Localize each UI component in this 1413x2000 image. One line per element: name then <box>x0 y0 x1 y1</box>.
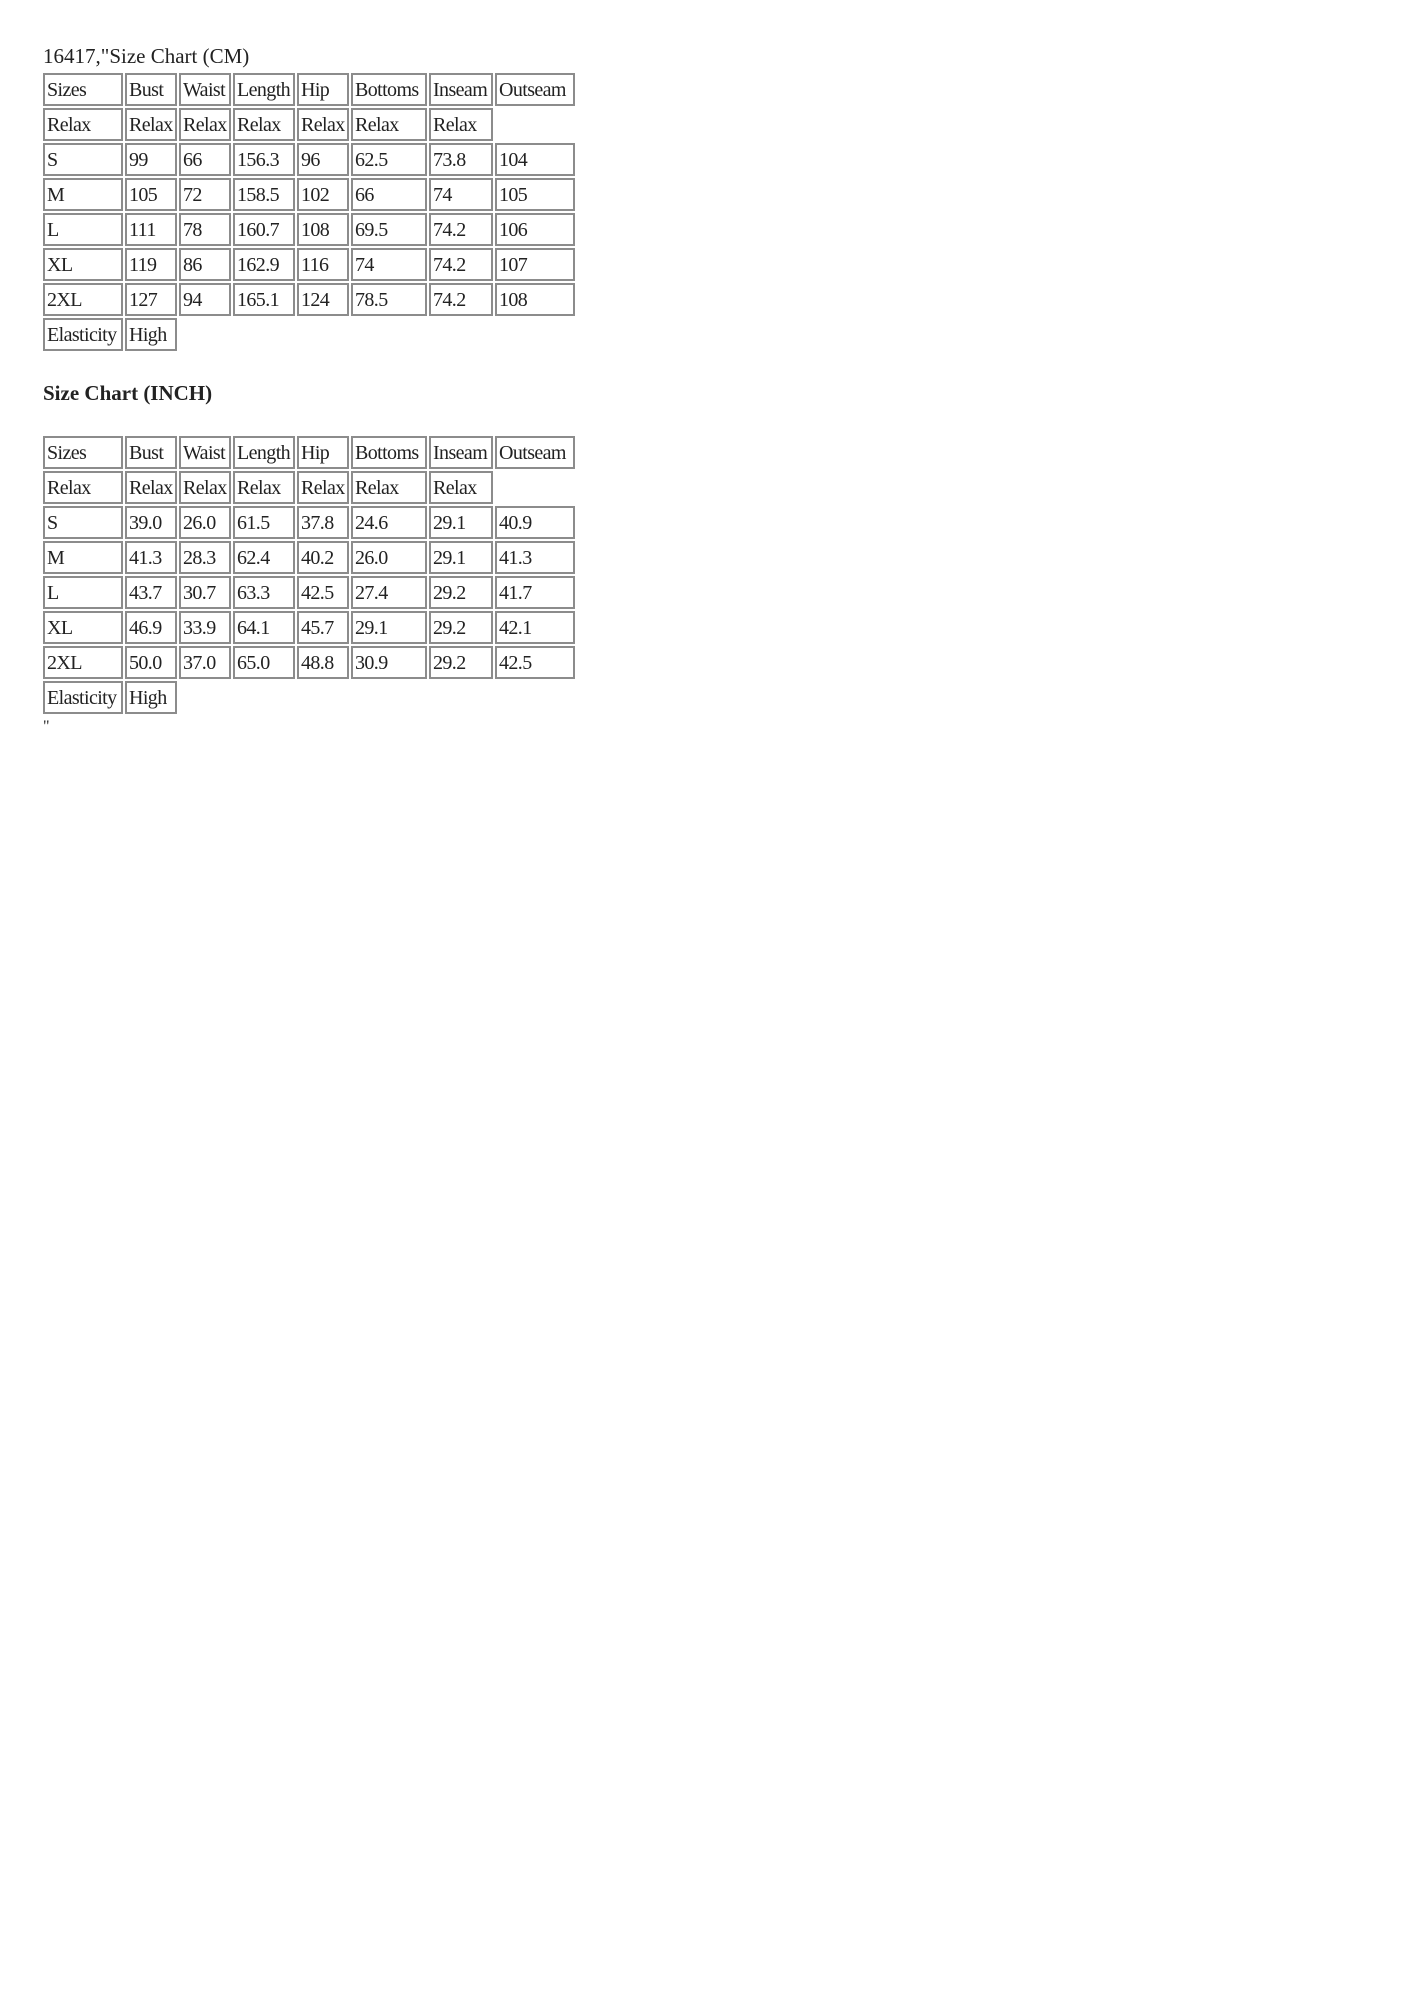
relax-cell: Relax <box>43 471 123 504</box>
header-cell: Outseam <box>495 436 575 469</box>
table-cell: 30.7 <box>179 576 231 609</box>
table-row <box>43 283 575 316</box>
table-cell: 78 <box>179 213 231 246</box>
header-cell: Bottoms <box>351 73 427 106</box>
table-row <box>43 143 575 176</box>
table-row <box>43 506 575 539</box>
empty-cell <box>351 681 427 714</box>
header-cell: Outseam <box>495 73 575 106</box>
relax-cell: Relax <box>233 108 295 141</box>
header-cell: Bust <box>125 436 177 469</box>
table-cell: 63.3 <box>233 576 295 609</box>
empty-cell <box>495 681 575 714</box>
table-cell: 28.3 <box>179 541 231 574</box>
empty-cell <box>495 471 575 504</box>
table-cell: 66 <box>351 178 427 211</box>
header-cell: Length <box>233 436 295 469</box>
relax-cell: Relax <box>43 108 123 141</box>
elasticity-value: High <box>125 318 177 351</box>
table-cell: 42.1 <box>495 611 575 644</box>
empty-cell <box>233 681 295 714</box>
relax-cell: Relax <box>125 108 177 141</box>
table-cell: 27.4 <box>351 576 427 609</box>
relax-cell: Relax <box>297 471 349 504</box>
header-cell: Waist <box>179 73 231 106</box>
table-cell: 26.0 <box>351 541 427 574</box>
table-cell: 162.9 <box>233 248 295 281</box>
table-cell: 46.9 <box>125 611 177 644</box>
table-cell: 33.9 <box>179 611 231 644</box>
size-cell: L <box>43 213 123 246</box>
elasticity-value: High <box>125 681 177 714</box>
table-cell: 69.5 <box>351 213 427 246</box>
header-cell: Hip <box>297 73 349 106</box>
empty-cell <box>179 318 231 351</box>
table-cell: 29.2 <box>429 611 493 644</box>
elasticity-row <box>43 681 575 714</box>
table-cell: 50.0 <box>125 646 177 679</box>
table-cell: 41.7 <box>495 576 575 609</box>
table-cell: 29.1 <box>351 611 427 644</box>
table-cell: 29.1 <box>429 506 493 539</box>
table-cell: 158.5 <box>233 178 295 211</box>
table-cell: 42.5 <box>297 576 349 609</box>
table-row <box>43 541 575 574</box>
size-cell: M <box>43 178 123 211</box>
cm-size-table <box>41 71 577 353</box>
document-page <box>43 44 743 736</box>
table-cell: 24.6 <box>351 506 427 539</box>
empty-cell <box>351 318 427 351</box>
table-cell: 43.7 <box>125 576 177 609</box>
table-cell: 127 <box>125 283 177 316</box>
size-cell: S <box>43 143 123 176</box>
relax-row <box>43 108 575 141</box>
table-cell: 105 <box>125 178 177 211</box>
table-cell: 26.0 <box>179 506 231 539</box>
size-cell: 2XL <box>43 283 123 316</box>
table-cell: 102 <box>297 178 349 211</box>
table-cell: 74 <box>429 178 493 211</box>
table-cell: 96 <box>297 143 349 176</box>
table-cell: 65.0 <box>233 646 295 679</box>
header-cell: Bottoms <box>351 436 427 469</box>
table-cell: 74.2 <box>429 248 493 281</box>
relax-cell: Relax <box>179 471 231 504</box>
table-cell: 74.2 <box>429 283 493 316</box>
table-cell: 61.5 <box>233 506 295 539</box>
header-cell: Hip <box>297 436 349 469</box>
empty-cell <box>297 681 349 714</box>
header-cell: Bust <box>125 73 177 106</box>
empty-cell <box>297 318 349 351</box>
table-cell: 160.7 <box>233 213 295 246</box>
table-cell: 165.1 <box>233 283 295 316</box>
table-cell: 62.4 <box>233 541 295 574</box>
table-row <box>43 213 575 246</box>
table-cell: 111 <box>125 213 177 246</box>
table-cell: 41.3 <box>125 541 177 574</box>
table-row <box>43 611 575 644</box>
table-row <box>43 178 575 211</box>
elasticity-row <box>43 318 575 351</box>
size-cell: XL <box>43 611 123 644</box>
header-cell: Waist <box>179 436 231 469</box>
table-cell: 29.1 <box>429 541 493 574</box>
table-row <box>43 248 575 281</box>
table-row <box>43 576 575 609</box>
table-cell: 73.8 <box>429 143 493 176</box>
size-cell: L <box>43 576 123 609</box>
header-cell: Inseam <box>429 73 493 106</box>
table-cell: 124 <box>297 283 349 316</box>
table-cell: 40.2 <box>297 541 349 574</box>
table-cell: 40.9 <box>495 506 575 539</box>
table-header-row <box>43 436 575 469</box>
relax-cell: Relax <box>179 108 231 141</box>
table-header-row <box>43 73 575 106</box>
table-row <box>43 646 575 679</box>
table-cell: 29.2 <box>429 646 493 679</box>
elasticity-label: Elasticity <box>43 681 123 714</box>
table-cell: 116 <box>297 248 349 281</box>
relax-row <box>43 471 575 504</box>
table-cell: 48.8 <box>297 646 349 679</box>
closing-quote-mark: " <box>43 718 50 735</box>
relax-cell: Relax <box>351 471 427 504</box>
size-cell: S <box>43 506 123 539</box>
relax-cell: Relax <box>429 471 493 504</box>
cm-chart-title: 16417,"Size Chart (CM) <box>43 44 250 68</box>
table-cell: 119 <box>125 248 177 281</box>
table-cell: 41.3 <box>495 541 575 574</box>
table-cell: 39.0 <box>125 506 177 539</box>
inch-chart-title: Size Chart (INCH) <box>43 381 213 405</box>
empty-cell <box>495 108 575 141</box>
header-cell: Inseam <box>429 436 493 469</box>
table-cell: 74.2 <box>429 213 493 246</box>
table-cell: 108 <box>297 213 349 246</box>
empty-cell <box>233 318 295 351</box>
table-cell: 107 <box>495 248 575 281</box>
relax-cell: Relax <box>233 471 295 504</box>
table-cell: 37.8 <box>297 506 349 539</box>
elasticity-label: Elasticity <box>43 318 123 351</box>
relax-cell: Relax <box>351 108 427 141</box>
size-cell: XL <box>43 248 123 281</box>
table-cell: 72 <box>179 178 231 211</box>
table-cell: 29.2 <box>429 576 493 609</box>
table-cell: 104 <box>495 143 575 176</box>
table-cell: 37.0 <box>179 646 231 679</box>
table-cell: 156.3 <box>233 143 295 176</box>
empty-cell <box>429 681 493 714</box>
relax-cell: Relax <box>297 108 349 141</box>
empty-cell <box>429 318 493 351</box>
relax-cell: Relax <box>429 108 493 141</box>
empty-cell <box>179 681 231 714</box>
table-cell: 62.5 <box>351 143 427 176</box>
table-cell: 99 <box>125 143 177 176</box>
table-cell: 105 <box>495 178 575 211</box>
table-cell: 106 <box>495 213 575 246</box>
size-cell: M <box>43 541 123 574</box>
header-cell: Sizes <box>43 436 123 469</box>
header-cell: Length <box>233 73 295 106</box>
table-cell: 66 <box>179 143 231 176</box>
table-cell: 74 <box>351 248 427 281</box>
table-cell: 86 <box>179 248 231 281</box>
size-cell: 2XL <box>43 646 123 679</box>
table-cell: 42.5 <box>495 646 575 679</box>
table-cell: 78.5 <box>351 283 427 316</box>
empty-cell <box>495 318 575 351</box>
table-cell: 30.9 <box>351 646 427 679</box>
relax-cell: Relax <box>125 471 177 504</box>
table-cell: 64.1 <box>233 611 295 644</box>
inch-size-table <box>41 434 577 716</box>
table-cell: 94 <box>179 283 231 316</box>
header-cell: Sizes <box>43 73 123 106</box>
table-cell: 45.7 <box>297 611 349 644</box>
table-cell: 108 <box>495 283 575 316</box>
